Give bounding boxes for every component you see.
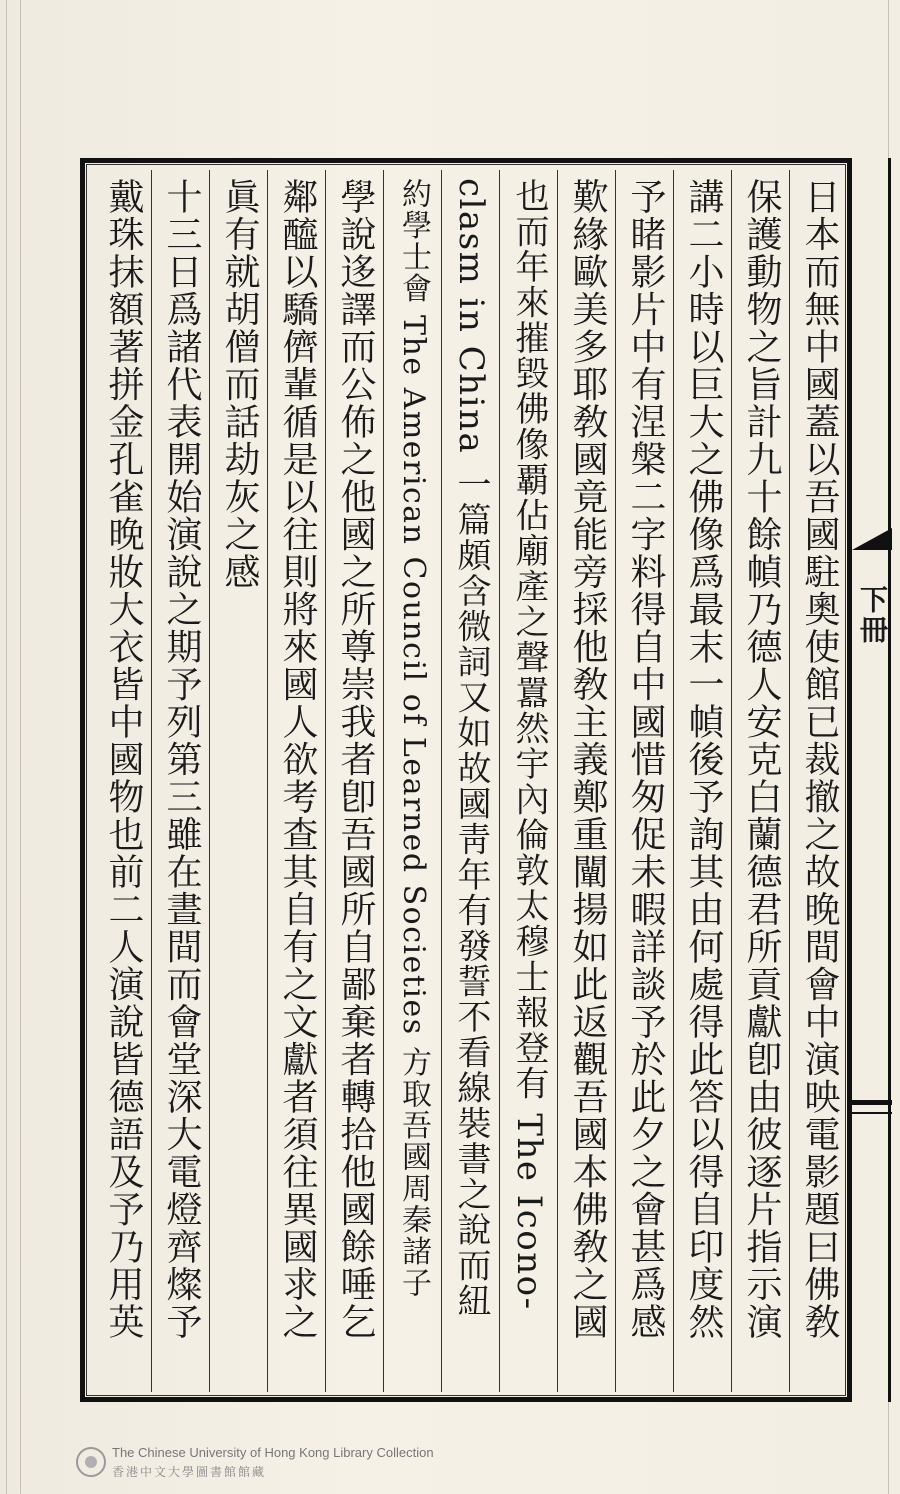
text-column-5: 歎緣歐美多耶敎國竟能旁採他敎主義鄭重闡揚如此返觀吾國本佛敎之國	[567, 178, 608, 1341]
text-column-11: 眞有就胡僧而話劫灰之感	[219, 178, 260, 591]
text-column-13: 戴珠抹額著拼金孔雀晚妝大衣皆中國物也前二人演說皆德語及予乃用英	[103, 178, 144, 1341]
collection-credit-chinese: 香港中文大學圖書館館藏	[112, 1465, 267, 1479]
text-column-6: 也而年來摧毀佛像覇佔廟產之聲囂然宇內倫敦太穆士報登有 The Icono-	[509, 178, 549, 1311]
section-label: 下冊	[856, 585, 889, 645]
text-column-4: 予睹影片中有涅槃二字料得自中國惜匆促未暇詳談予於此夕之會甚爲感	[625, 178, 666, 1341]
fore-edge-bar	[852, 1100, 892, 1105]
text-column-10: 鄰醯以驕儕輩循是以往則將來國人欲考查其自有之文獻者須往異國求之	[277, 178, 318, 1341]
text-column-9: 學說迻譯而公佈之他國之所尊崇我者卽吾國所自鄙棄者轉拾他國餘唾乞	[335, 178, 376, 1341]
fishtail-mark-icon	[852, 528, 892, 550]
text-column-1: 日本而無中國蓋以吾國駐奧使館已裁撤之故晚間會中演映電影題曰佛敎	[799, 178, 840, 1341]
text-column-3: 講二小時以巨大之佛像爲最末一幀後予詢其由何處得此答以得自印度然	[683, 178, 724, 1341]
fore-edge-bar-thin	[852, 1112, 892, 1114]
page-edge-line	[6, 0, 7, 1494]
text-column-8: 約學士會 The American Council of Learned Societies 方取吾國周秦諸子	[396, 178, 431, 1299]
text-column-2: 保護動物之旨計九十餘幀乃德人安克白蘭德君所貢獻卽由彼逐片指示演	[741, 178, 782, 1341]
library-collection-credit	[76, 1445, 496, 1481]
text-column-7: clasm in China 一篇頗含微詞又如故國靑年有發誓不看線裝書之說而紐	[451, 178, 491, 1319]
fore-edge-rule	[888, 158, 891, 1402]
page-edge-line	[20, 0, 21, 1494]
library-logo-icon	[76, 1447, 106, 1477]
text-column-12: 十三日爲諸代表開始演說之期予列第三雖在晝間而會堂深大電燈齊燦予	[161, 178, 202, 1341]
collection-credit-english: The Chinese University of Hong Kong Library Collection	[112, 1445, 434, 1460]
